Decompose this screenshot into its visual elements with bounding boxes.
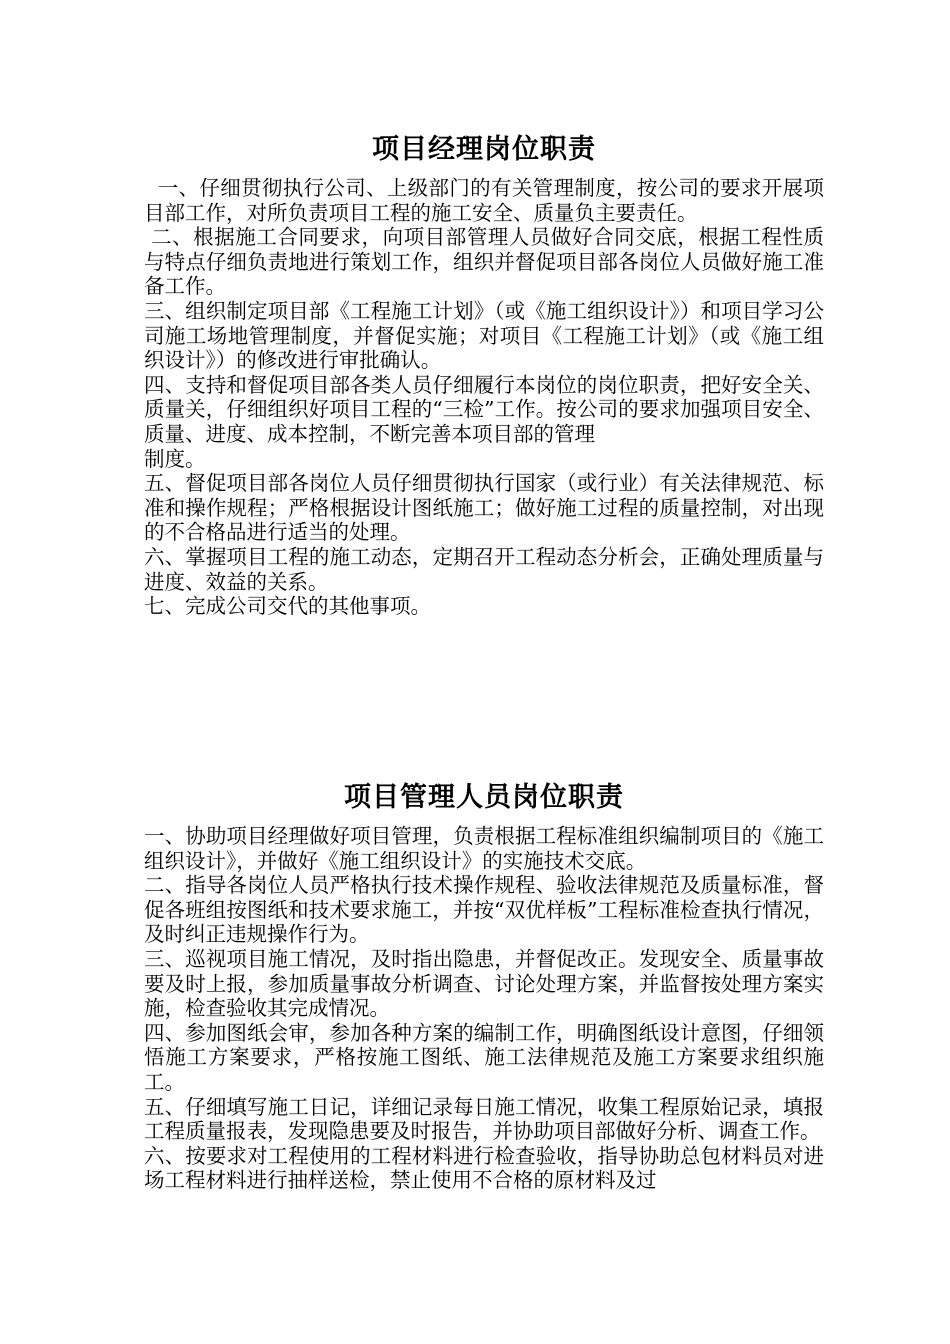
section-title: 项目经理岗位职责 bbox=[372, 134, 596, 165]
duty-paragraph-3: 三、巡视项目施工情况，及时指出隐患，并督促改正。发现安全、质量事故要及时上报，参加质量事故分析调查、讨论处理方案，并监督按处理方案实施，检查验收其完成情况。 bbox=[144, 946, 824, 1021]
duty-paragraph-4: 四、支持和督促项目部各类人员仔细履行本岗位的岗位职责，把好安全关、质量关，仔细组织好项目工程的“三检”工作。按公司的要求加强项目安全、质量、进度、成本控制，不断完善本项目部的管理 制度。 bbox=[144, 372, 824, 471]
duty-paragraph-2: 二、根据施工合同要求，向项目部管理人员做好合同交底，根据工程性质与特点仔细负责地进行策划工作，组织并督促项目部各岗位人员做好施工准备工作。 bbox=[144, 225, 824, 299]
duty-paragraph-1: 一、协助项目经理做好项目管理，负责根据工程标准组织编制项目的《施工组织设计》，并做好《施工组织设计》的实施技术交底。 bbox=[144, 824, 824, 873]
section-title: 项目管理人员岗位职责 bbox=[344, 782, 624, 813]
duty-paragraph-4: 四、参加图纸会审，参加各种方案的编制工作，明确图纸设计意图，仔细领悟施工方案要求，严格按施工图纸、施工法律规范及施工方案要求组织施工。 bbox=[144, 1020, 824, 1094]
duty-paragraph-5: 五、督促项目部各岗位人员仔细贯彻执行国家（或行业）有关法律规范、标准和操作规程；严格根据设计图纸施工；做好施工过程的质量控制，对出现的不合格品进行适当的处理。 bbox=[144, 471, 824, 545]
duty-paragraph-6: 六、按要求对工程使用的工程材料进行检查验收，指导协助总包材料员对进场工程材料进行抽样送检，禁止使用不合格的原材料及过 bbox=[144, 1143, 824, 1193]
duty-paragraph-3: 三、组织制定项目部《工程施工计划》（或《施工组织设计》）和项目学习公司施工场地管理制度，并督促实施；对项目《工程施工计划》（或《施工组织设计》）的修改进行审批确认。 bbox=[144, 298, 824, 373]
duty-paragraph-2: 二、指导各岗位人员严格执行技术操作规程、验收法律规范及质量标准，督促各班组按图纸和技术要求施工，并按“双优样板”工程标准检查执行情况，及时纠正违规操作行为。 bbox=[144, 873, 824, 947]
duty-paragraph-7: 七、完成公司交代的其他事项。 bbox=[144, 594, 431, 619]
duty-paragraph-6: 六、掌握项目工程的施工动态，定期召开工程动态分析会，正确处理质量与进度、效益的关系。 bbox=[144, 544, 824, 594]
duty-paragraph-1: 一、仔细贯彻执行公司、上级部门的有关管理制度，按公司的要求开展项目部工作，对所负责项目工程的施工安全、质量负主要责任。 bbox=[144, 176, 824, 225]
project-manager-duties-section bbox=[144, 130, 824, 619]
duty-paragraph-5: 五、仔细填写施工日记，详细记录每日施工情况，收集工程原始记录，填报工程质量报表，发现隐患要及时报告，并协助项目部做好分析、调查工作。 bbox=[144, 1094, 824, 1144]
project-staff-duties-section bbox=[144, 778, 824, 1193]
